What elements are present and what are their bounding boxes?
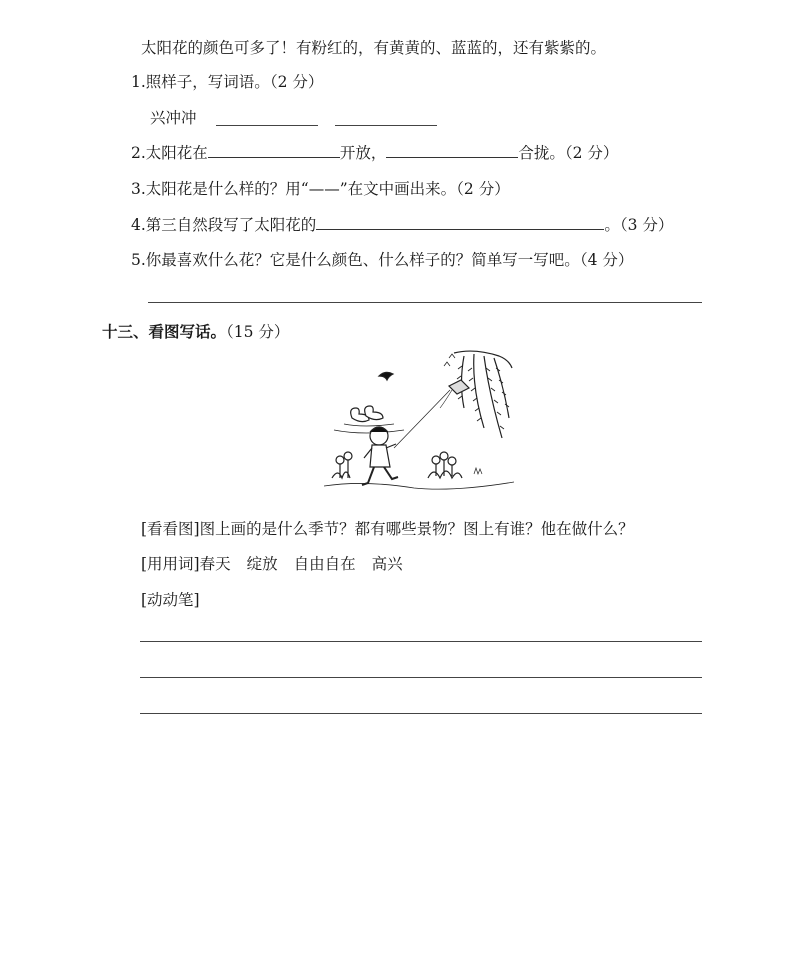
- willow-tree-icon: [444, 351, 512, 438]
- writing-line-2[interactable]: [140, 677, 702, 678]
- section-score: （15 分）: [226, 323, 290, 341]
- question-4: [131, 215, 673, 235]
- look-text: 图上画的是什么季节？都有哪些景物？图上有谁？他在做什么？: [199, 520, 634, 538]
- section-title: 十三、看图写话。: [102, 322, 227, 341]
- question-text: 太阳花是什么样的？用“——”在文中画出来。: [145, 180, 457, 198]
- answer-blank-4[interactable]: [316, 215, 604, 230]
- question-3: [131, 179, 510, 199]
- question-end: 。: [604, 216, 620, 234]
- look-prompt: [141, 519, 634, 539]
- example-word: 兴冲冲: [150, 109, 197, 127]
- answer-blank-2a[interactable]: [208, 143, 340, 158]
- kite-icon: [440, 380, 469, 408]
- look-tag: [看看图]: [141, 520, 200, 538]
- words-prompt: [141, 554, 403, 574]
- answer-blank-2b[interactable]: [386, 143, 518, 158]
- question-text: 照样子，写词语。: [145, 73, 270, 91]
- writing-line-1[interactable]: [140, 641, 702, 642]
- passage-text: 太阳花的颜色可多了！有粉红的，有黄黄的、蓝蓝的，还有紫紫的。: [141, 39, 607, 57]
- question-text-c: 合拢。: [518, 144, 565, 162]
- question-score: （3 分）: [619, 216, 674, 234]
- boy-flying-kite-illustration: [324, 348, 514, 498]
- kite-string: [394, 390, 450, 448]
- write-prompt: [141, 590, 200, 610]
- word-item: 自由自在: [293, 555, 356, 573]
- write-tag: [动动笔]: [141, 591, 200, 609]
- question-score: （4 分）: [579, 251, 634, 269]
- question-5: [131, 250, 633, 270]
- question-text: 第三自然段写了太阳花的: [145, 216, 317, 234]
- question-number: 4.: [131, 216, 146, 234]
- question-2: [131, 143, 618, 163]
- writing-line-3[interactable]: [140, 713, 702, 714]
- question-number: 3.: [131, 180, 146, 198]
- question-number: 2.: [131, 144, 146, 162]
- word-item: 绽放: [246, 555, 278, 573]
- question-1: [131, 72, 323, 92]
- question-text: 你最喜欢什么花？它是什么颜色、什么样子的？简单写一写吧。: [145, 251, 580, 269]
- question-score: （2 分）: [456, 180, 510, 198]
- section-13-heading: [102, 322, 289, 342]
- ducks-icon: [334, 406, 404, 433]
- answer-blank-1a[interactable]: [216, 125, 318, 126]
- flowers-icon: [324, 452, 514, 489]
- question-number: 1.: [131, 73, 146, 91]
- question-score: （2 分）: [564, 144, 619, 162]
- word-item: 春天: [199, 555, 231, 573]
- question-text-a: 太阳花在: [145, 144, 208, 162]
- word-item: 高兴: [371, 555, 403, 573]
- question-score: （2 分）: [269, 73, 324, 91]
- example-row: [150, 108, 197, 128]
- question-number: 5.: [131, 251, 146, 269]
- answer-blank-1b[interactable]: [335, 125, 437, 126]
- answer-line-5[interactable]: [148, 302, 702, 303]
- swallow-icon: [379, 372, 393, 380]
- question-text-b: 开放，: [339, 144, 387, 162]
- words-tag: [用用词]: [141, 555, 200, 573]
- boy-icon: [362, 427, 398, 485]
